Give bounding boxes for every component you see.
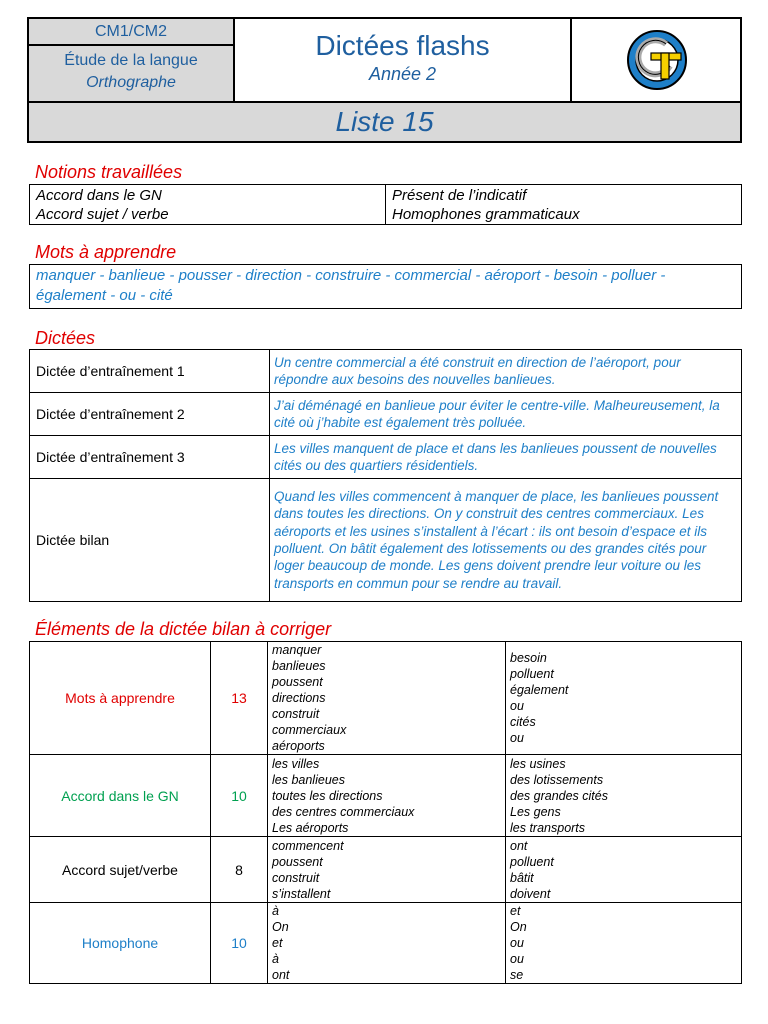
correction-list-left xyxy=(268,642,506,755)
gt-logo-icon xyxy=(626,20,688,100)
correction-item: poussent xyxy=(272,854,323,869)
correction-item: à xyxy=(272,904,279,918)
level-label: CM1/CM2 xyxy=(29,19,233,46)
correction-item: ou xyxy=(510,936,524,950)
correction-item: des centres commerciaux xyxy=(272,804,415,819)
logo-letters: GT xyxy=(657,98,659,99)
correction-item: ont xyxy=(272,968,290,982)
correction-list-left xyxy=(268,903,506,984)
logo-cell xyxy=(572,19,740,103)
list-title: Liste 15 xyxy=(29,103,740,141)
correction-item: également xyxy=(510,683,569,697)
correction-list-left xyxy=(268,755,506,837)
correction-category: Mots à apprendre xyxy=(30,642,211,755)
correction-item: ou xyxy=(510,731,524,745)
correction-item: à xyxy=(272,952,279,966)
correction-item: des grandes cités xyxy=(510,788,608,803)
correction-item: commencent xyxy=(272,838,344,853)
correction-item: toutes les directions xyxy=(272,788,383,803)
correction-row xyxy=(30,642,742,755)
dictee-label: Dictée bilan xyxy=(30,479,270,602)
dictee-label: Dictée d’entraînement 1 xyxy=(30,350,270,393)
title-cell xyxy=(235,19,572,103)
correction-item: construit xyxy=(272,870,320,885)
correction-category: Homophone xyxy=(30,903,211,984)
correction-item: Les gens xyxy=(510,804,561,819)
dictee-text: Un centre commercial a été construit en direction de l’aéroport, pour répondre aux besoins des nouvelles banlieues. xyxy=(270,350,742,393)
correction-category: Accord dans le GN xyxy=(30,755,211,837)
correction-item: cités xyxy=(510,715,536,729)
section-notions-title: Notions travaillées xyxy=(35,162,183,182)
correction-item: Les aéroports xyxy=(272,820,349,835)
correction-count: 13 xyxy=(211,642,268,755)
correction-item: On xyxy=(272,920,289,934)
correction-item: polluent xyxy=(510,854,554,869)
dictee-text: J’ai déménagé en banlieue pour éviter le centre-ville. Malheureusement, la cité où j’habite est également très polluée. xyxy=(270,393,742,436)
correction-item: bâtit xyxy=(510,870,534,885)
corrections-table xyxy=(29,641,742,984)
correction-category: Accord sujet/verbe xyxy=(30,837,211,903)
correction-list-left xyxy=(268,837,506,903)
notion-item: Accord dans le GN xyxy=(36,186,162,204)
section-elements-title: Éléments de la dictée bilan à corriger xyxy=(35,619,332,639)
correction-list-right xyxy=(506,837,742,903)
correction-item: se xyxy=(510,968,524,982)
notions-table xyxy=(29,184,742,225)
notion-item: Présent de l’indicatif xyxy=(392,186,527,204)
correction-item: s’installent xyxy=(272,886,331,901)
correction-item: banlieues xyxy=(272,659,326,673)
dictee-text: Les villes manquent de place et dans les banlieues poussent de nouvelles cités ou des quartiers résidentiels. xyxy=(270,436,742,479)
correction-item: directions xyxy=(272,691,326,705)
correction-list-right xyxy=(506,755,742,837)
subject-label: Étude de la langue xyxy=(64,52,198,69)
correction-item: les villes xyxy=(272,756,320,771)
notion-item: Accord sujet / verbe xyxy=(36,205,169,223)
correction-item: polluent xyxy=(510,667,554,681)
correction-item: les usines xyxy=(510,756,566,771)
correction-item: des lotissements xyxy=(510,772,604,787)
correction-count: 8 xyxy=(211,837,268,903)
subject-box xyxy=(29,46,233,101)
dictee-text: Quand les villes commencent à manquer de place, les banlieues poussent dans toutes les directions. On y construit des centres commerciaux. Les aéroports et les usines s’installent à l’écart : ils ont besoin d’espace et ils polluent. On bâtit également des lotissements ou des grandes cités pour loger beaucoup de monde. Les gens doivent prendre leur voiture ou les transports en commun pour se rendre au travail. xyxy=(270,479,742,602)
correction-item: et xyxy=(510,904,521,918)
correction-item: commerciaux xyxy=(272,723,347,737)
section-dictees-title: Dictées xyxy=(35,328,96,348)
correction-item: poussent xyxy=(272,675,323,689)
correction-list-right xyxy=(506,903,742,984)
correction-item: ont xyxy=(510,838,528,853)
year-label: Année 2 xyxy=(368,64,437,84)
words-to-learn: manquer - banlieue - pousser - direction - construire - commercial - aéroport - besoin - polluer - également - ou - cité xyxy=(29,264,742,309)
correction-item: ou xyxy=(510,952,524,966)
correction-item: besoin xyxy=(510,651,547,665)
correction-row xyxy=(30,755,742,837)
dictee-row xyxy=(30,436,742,479)
correction-item: manquer xyxy=(272,643,322,657)
correction-item: ou xyxy=(510,699,524,713)
correction-item: doivent xyxy=(510,886,551,901)
notions-left-cell xyxy=(30,185,386,225)
correction-list-right xyxy=(506,642,742,755)
notion-item: Homophones grammaticaux xyxy=(392,205,580,223)
correction-row xyxy=(30,837,742,903)
page-title: Dictées flashs xyxy=(315,30,490,61)
correction-item: On xyxy=(510,920,527,934)
dictee-label: Dictée d’entraînement 3 xyxy=(30,436,270,479)
correction-item: les banlieues xyxy=(272,772,345,787)
topic-label: Orthographe xyxy=(86,74,176,91)
dictee-row xyxy=(30,350,742,393)
correction-count: 10 xyxy=(211,755,268,837)
correction-item: construit xyxy=(272,707,320,721)
notions-right-cell xyxy=(386,185,742,225)
correction-item: aéroports xyxy=(272,739,325,753)
correction-count: 10 xyxy=(211,903,268,984)
level-cell xyxy=(29,19,235,103)
dictee-row xyxy=(30,479,742,602)
correction-item: les transports xyxy=(510,820,586,835)
section-mots-title: Mots à apprendre xyxy=(35,242,177,262)
dictee-row xyxy=(30,393,742,436)
dictees-table xyxy=(29,349,742,602)
dictee-label: Dictée d’entraînement 2 xyxy=(30,393,270,436)
correction-row xyxy=(30,903,742,984)
header-block xyxy=(27,17,742,143)
correction-item: et xyxy=(272,936,283,950)
